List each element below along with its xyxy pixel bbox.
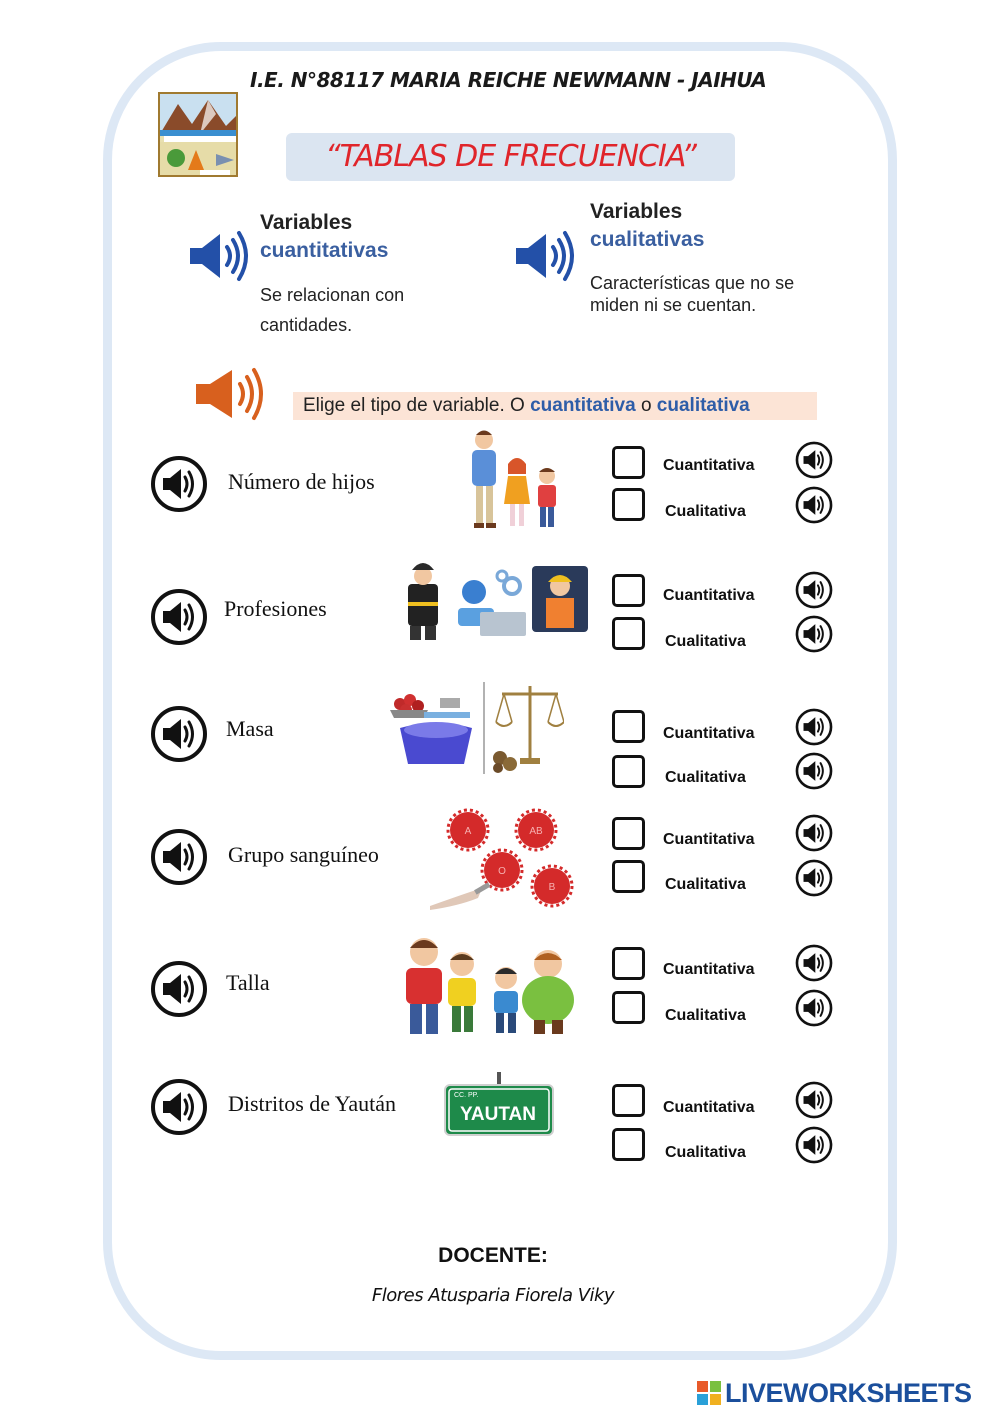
speaker-icon xyxy=(795,1081,833,1119)
speaker-icon xyxy=(795,752,833,790)
title-banner xyxy=(286,133,735,181)
checkbox-quantitative[interactable] xyxy=(612,817,645,850)
checkbox-qualitative[interactable] xyxy=(612,488,645,521)
checkbox-quantitative[interactable] xyxy=(612,1084,645,1117)
option-label-quantitative: Cuantitativa xyxy=(663,831,755,848)
option-speaker-quantitative[interactable] xyxy=(795,1081,833,1119)
option-speaker-quantitative[interactable] xyxy=(795,814,833,852)
definition-subtitle: cuantitativas xyxy=(260,239,389,262)
checkbox-qualitative[interactable] xyxy=(612,991,645,1024)
option-label-quantitative: Cuantitativa xyxy=(663,961,755,978)
item-label: Grupo sanguíneo xyxy=(228,842,379,867)
option-speaker-quantitative[interactable] xyxy=(795,708,833,746)
checkbox-qualitative[interactable] xyxy=(612,860,645,893)
checkbox-quantitative[interactable] xyxy=(612,446,645,479)
checkbox-quantitative[interactable] xyxy=(612,947,645,980)
item-label: Talla xyxy=(226,970,270,995)
speaker-icon xyxy=(795,441,833,479)
option-label-quantitative: Cuantitativa xyxy=(663,1099,755,1116)
definition-title-qualitative xyxy=(590,198,704,254)
sign-small-text: CC. PP. xyxy=(454,1092,479,1099)
checkbox-quantitative[interactable] xyxy=(612,574,645,607)
instruction-option-quantitative: cuantitativa xyxy=(530,395,636,416)
speaker-icon-qualitative[interactable] xyxy=(514,228,576,284)
height-kids-illustration xyxy=(396,934,592,1040)
speaker-icon xyxy=(150,960,208,1018)
option-speaker-qualitative[interactable] xyxy=(795,1126,833,1164)
school-logo xyxy=(158,92,238,177)
checkbox-qualitative[interactable] xyxy=(612,617,645,650)
blood-label-ab: AB xyxy=(529,826,543,837)
instruction-prefix: Elige el tipo de variable. O xyxy=(303,395,531,416)
checkbox-quantitative[interactable] xyxy=(612,710,645,743)
definition-text-quantitative xyxy=(260,280,404,340)
checkbox-qualitative[interactable] xyxy=(612,755,645,788)
item-speaker-button[interactable] xyxy=(150,588,208,646)
option-label-quantitative: Cuantitativa xyxy=(663,457,755,474)
option-speaker-quantitative[interactable] xyxy=(795,944,833,982)
sign-text: YAUTAN xyxy=(459,1104,537,1125)
item-speaker-button[interactable] xyxy=(150,960,208,1018)
option-label-qualitative: Cualitativa xyxy=(665,633,746,650)
speaker-icon xyxy=(795,1126,833,1164)
page-title: “TABLAS DE FRECUENCIA” xyxy=(325,139,696,174)
instruction-middle: o xyxy=(635,395,657,416)
liveworksheets-text: LIVEWORKSHEETS xyxy=(725,1377,972,1408)
option-label-quantitative: Cuantitativa xyxy=(663,587,755,604)
checkbox-qualitative[interactable] xyxy=(612,1128,645,1161)
definition-line: miden ni se cuentan. xyxy=(590,295,757,315)
docente-name: Flores Atusparia Fiorela Viky xyxy=(371,1285,615,1306)
speaker-icon xyxy=(795,571,833,609)
option-label-qualitative: Cualitativa xyxy=(665,503,746,520)
speaker-icon xyxy=(795,615,833,653)
item-label: Distritos de Yaután xyxy=(228,1091,397,1116)
speaker-icon xyxy=(795,486,833,524)
option-speaker-quantitative[interactable] xyxy=(795,441,833,479)
speaker-icon-quantitative[interactable] xyxy=(188,228,250,284)
speaker-icon xyxy=(150,588,208,646)
item-label: Masa xyxy=(226,716,274,741)
option-speaker-qualitative[interactable] xyxy=(795,615,833,653)
item-speaker-button[interactable] xyxy=(150,1078,208,1136)
item-speaker-button[interactable] xyxy=(150,455,208,513)
instruction-speaker-icon[interactable] xyxy=(194,366,266,422)
definition-title-text: Variables xyxy=(260,211,353,234)
option-label-qualitative: Cualitativa xyxy=(665,1007,746,1024)
item-label: Número de hijos xyxy=(228,469,375,494)
blood-cells-illustration xyxy=(428,806,580,910)
speaker-icon xyxy=(150,455,208,513)
mass-illustration xyxy=(388,678,564,774)
liveworksheets-brand[interactable] xyxy=(697,1378,972,1408)
yautan-sign-illustration xyxy=(444,1072,554,1138)
blood-label-b: B xyxy=(548,882,556,893)
instruction-option-qualitative: cualitativa xyxy=(656,395,750,416)
option-speaker-qualitative[interactable] xyxy=(795,859,833,897)
option-label-quantitative: Cuantitativa xyxy=(663,725,755,742)
definition-line: cantidades. xyxy=(260,315,353,335)
option-label-qualitative: Cualitativa xyxy=(665,876,746,893)
school-name: I.E. N°88117 MARIA REICHE NEWMANN - JAIHUA xyxy=(250,68,767,92)
option-label-qualitative: Cualitativa xyxy=(665,1144,746,1161)
speaker-icon xyxy=(795,989,833,1027)
option-speaker-qualitative[interactable] xyxy=(795,989,833,1027)
definition-text-qualitative xyxy=(590,272,794,316)
definition-title-text: Variables xyxy=(590,200,683,223)
speaker-icon xyxy=(150,1078,208,1136)
definition-subtitle: cualitativas xyxy=(590,228,705,251)
blood-label-a: A xyxy=(464,826,472,837)
option-speaker-quantitative[interactable] xyxy=(795,571,833,609)
item-speaker-button[interactable] xyxy=(150,705,208,763)
liveworksheets-logo-icon xyxy=(697,1381,721,1405)
item-speaker-button[interactable] xyxy=(150,828,208,886)
option-speaker-qualitative[interactable] xyxy=(795,752,833,790)
professions-illustration xyxy=(394,556,592,642)
definition-title-quantitative xyxy=(260,209,388,265)
speaker-icon xyxy=(795,814,833,852)
speaker-icon xyxy=(150,705,208,763)
family-illustration xyxy=(462,428,572,534)
item-label: Profesiones xyxy=(224,596,327,621)
docente-label: DOCENTE: xyxy=(438,1244,548,1267)
definition-line: Características que no se xyxy=(590,273,795,293)
speaker-icon xyxy=(795,944,833,982)
speaker-icon xyxy=(150,828,208,886)
definition-line: Se relacionan con xyxy=(260,285,405,305)
speaker-icon xyxy=(795,708,833,746)
blood-label-o: O xyxy=(498,866,506,877)
option-label-qualitative: Cualitativa xyxy=(665,769,746,786)
instruction-text xyxy=(293,392,817,420)
speaker-icon xyxy=(795,859,833,897)
option-speaker-qualitative[interactable] xyxy=(795,486,833,524)
